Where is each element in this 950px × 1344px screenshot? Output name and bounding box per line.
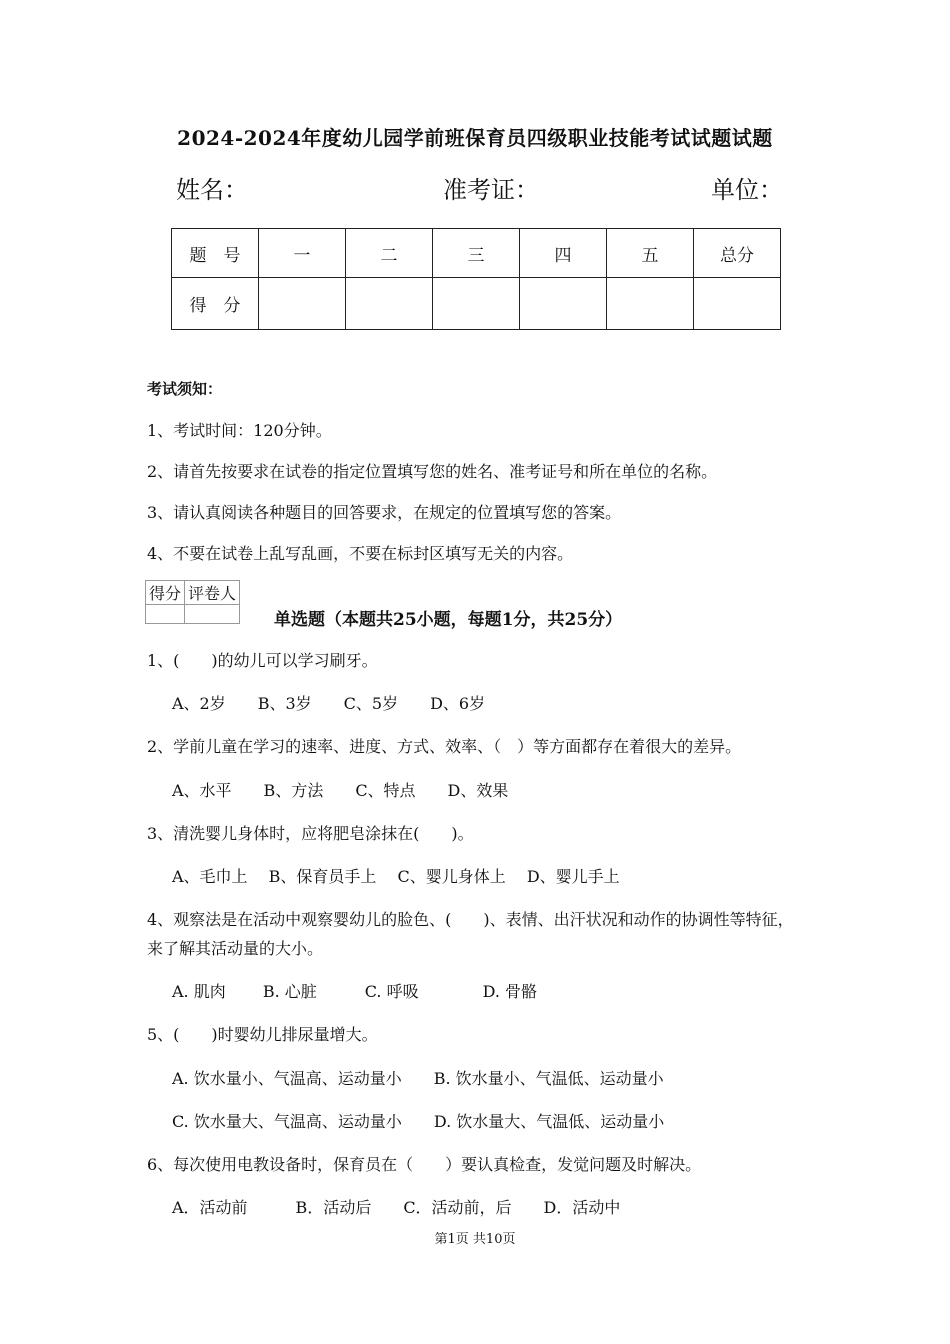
question-text: 1、( )的幼儿可以学习刷牙。	[147, 651, 378, 670]
notice-heading: 考试须知：	[147, 380, 223, 398]
page-title: 2024-2024年度幼儿园学前班保育员四级职业技能考试试题试题	[177, 126, 773, 150]
grader-name-cell[interactable]	[185, 605, 240, 624]
score-table-cell: 二	[346, 229, 433, 278]
grader-name-label: 评卷人	[185, 581, 240, 605]
score-input-cell[interactable]	[694, 278, 781, 330]
score-table-cell: 四	[520, 229, 607, 278]
score-input-cell[interactable]	[259, 278, 346, 330]
question-options: A. 饮水量小、气温高、运动量小 B. 饮水量小、气温低、运动量小	[172, 1069, 664, 1088]
score-table-cell: 一	[259, 229, 346, 278]
question-text: 3、清洗婴儿身体时，应将肥皂涂抹在( )。	[147, 824, 474, 843]
exam-id-field-label: 准考证：	[443, 176, 539, 204]
page-footer: 第1页 共10页	[434, 1232, 516, 1247]
score-table-header-row	[172, 229, 781, 278]
question-options: A. 肌肉 B. 心脏 C. 呼吸 D. 骨骼	[172, 982, 538, 1001]
question-text: 5、( )时婴幼儿排尿量增大。	[147, 1025, 378, 1044]
score-input-cell[interactable]	[520, 278, 607, 330]
grader-score-cell[interactable]	[146, 605, 185, 624]
unit-field-label: 单位：	[711, 176, 783, 204]
name-field-label: 姓名：	[176, 176, 248, 204]
question-options: A、2岁 B、3岁 C、5岁 D、6岁	[172, 694, 486, 713]
section-title: 单选题（本题共25小题，每题1分，共25分）	[274, 610, 623, 630]
score-input-cell[interactable]	[607, 278, 694, 330]
question-options: A、毛巾上 B、保育员手上 C、婴儿身体上 D、婴儿手上	[172, 867, 620, 886]
score-table-score-row	[172, 278, 781, 330]
question-text: 6、每次使用电教设备时，保育员在（ ）要认真检查，发觉问题及时解决。	[147, 1155, 702, 1174]
score-table	[171, 228, 781, 330]
question-options: C. 饮水量大、气温高、运动量小 D. 饮水量大、气温低、运动量小	[172, 1112, 665, 1131]
score-table-cell: 五	[607, 229, 694, 278]
notice-item: 1、考试时间：120分钟。	[147, 421, 332, 440]
score-table-cell: 三	[433, 229, 520, 278]
score-table-cell: 得 分	[172, 278, 259, 330]
grader-box	[145, 580, 240, 624]
grader-score-label: 得分	[146, 581, 185, 605]
question-text: 4、观察法是在活动中观察婴幼儿的脸色、( )、表情、出汗状况和动作的协调性等特征，	[147, 910, 794, 929]
notice-item: 2、请首先按要求在试卷的指定位置填写您的姓名、准考证号和所在单位的名称。	[147, 462, 718, 481]
score-table-cell: 总分	[694, 229, 781, 278]
notice-item: 3、请认真阅读各种题目的回答要求，在规定的位置填写您的答案。	[147, 503, 622, 522]
score-input-cell[interactable]	[346, 278, 433, 330]
question-text: 2、学前儿童在学习的速率、进度、方式、效率、（ ）等方面都存在着很大的差异。	[147, 737, 742, 756]
question-text-continued: 来了解其活动量的大小。	[147, 939, 324, 958]
score-table-cell: 题 号	[172, 229, 259, 278]
score-input-cell[interactable]	[433, 278, 520, 330]
question-options: A、水平 B、方法 C、特点 D、效果	[172, 781, 509, 800]
notice-item: 4、不要在试卷上乱写乱画，不要在标封区填写无关的内容。	[147, 544, 574, 563]
question-options: A．活动前 B．活动后 C．活动前，后 D．活动中	[172, 1198, 621, 1217]
